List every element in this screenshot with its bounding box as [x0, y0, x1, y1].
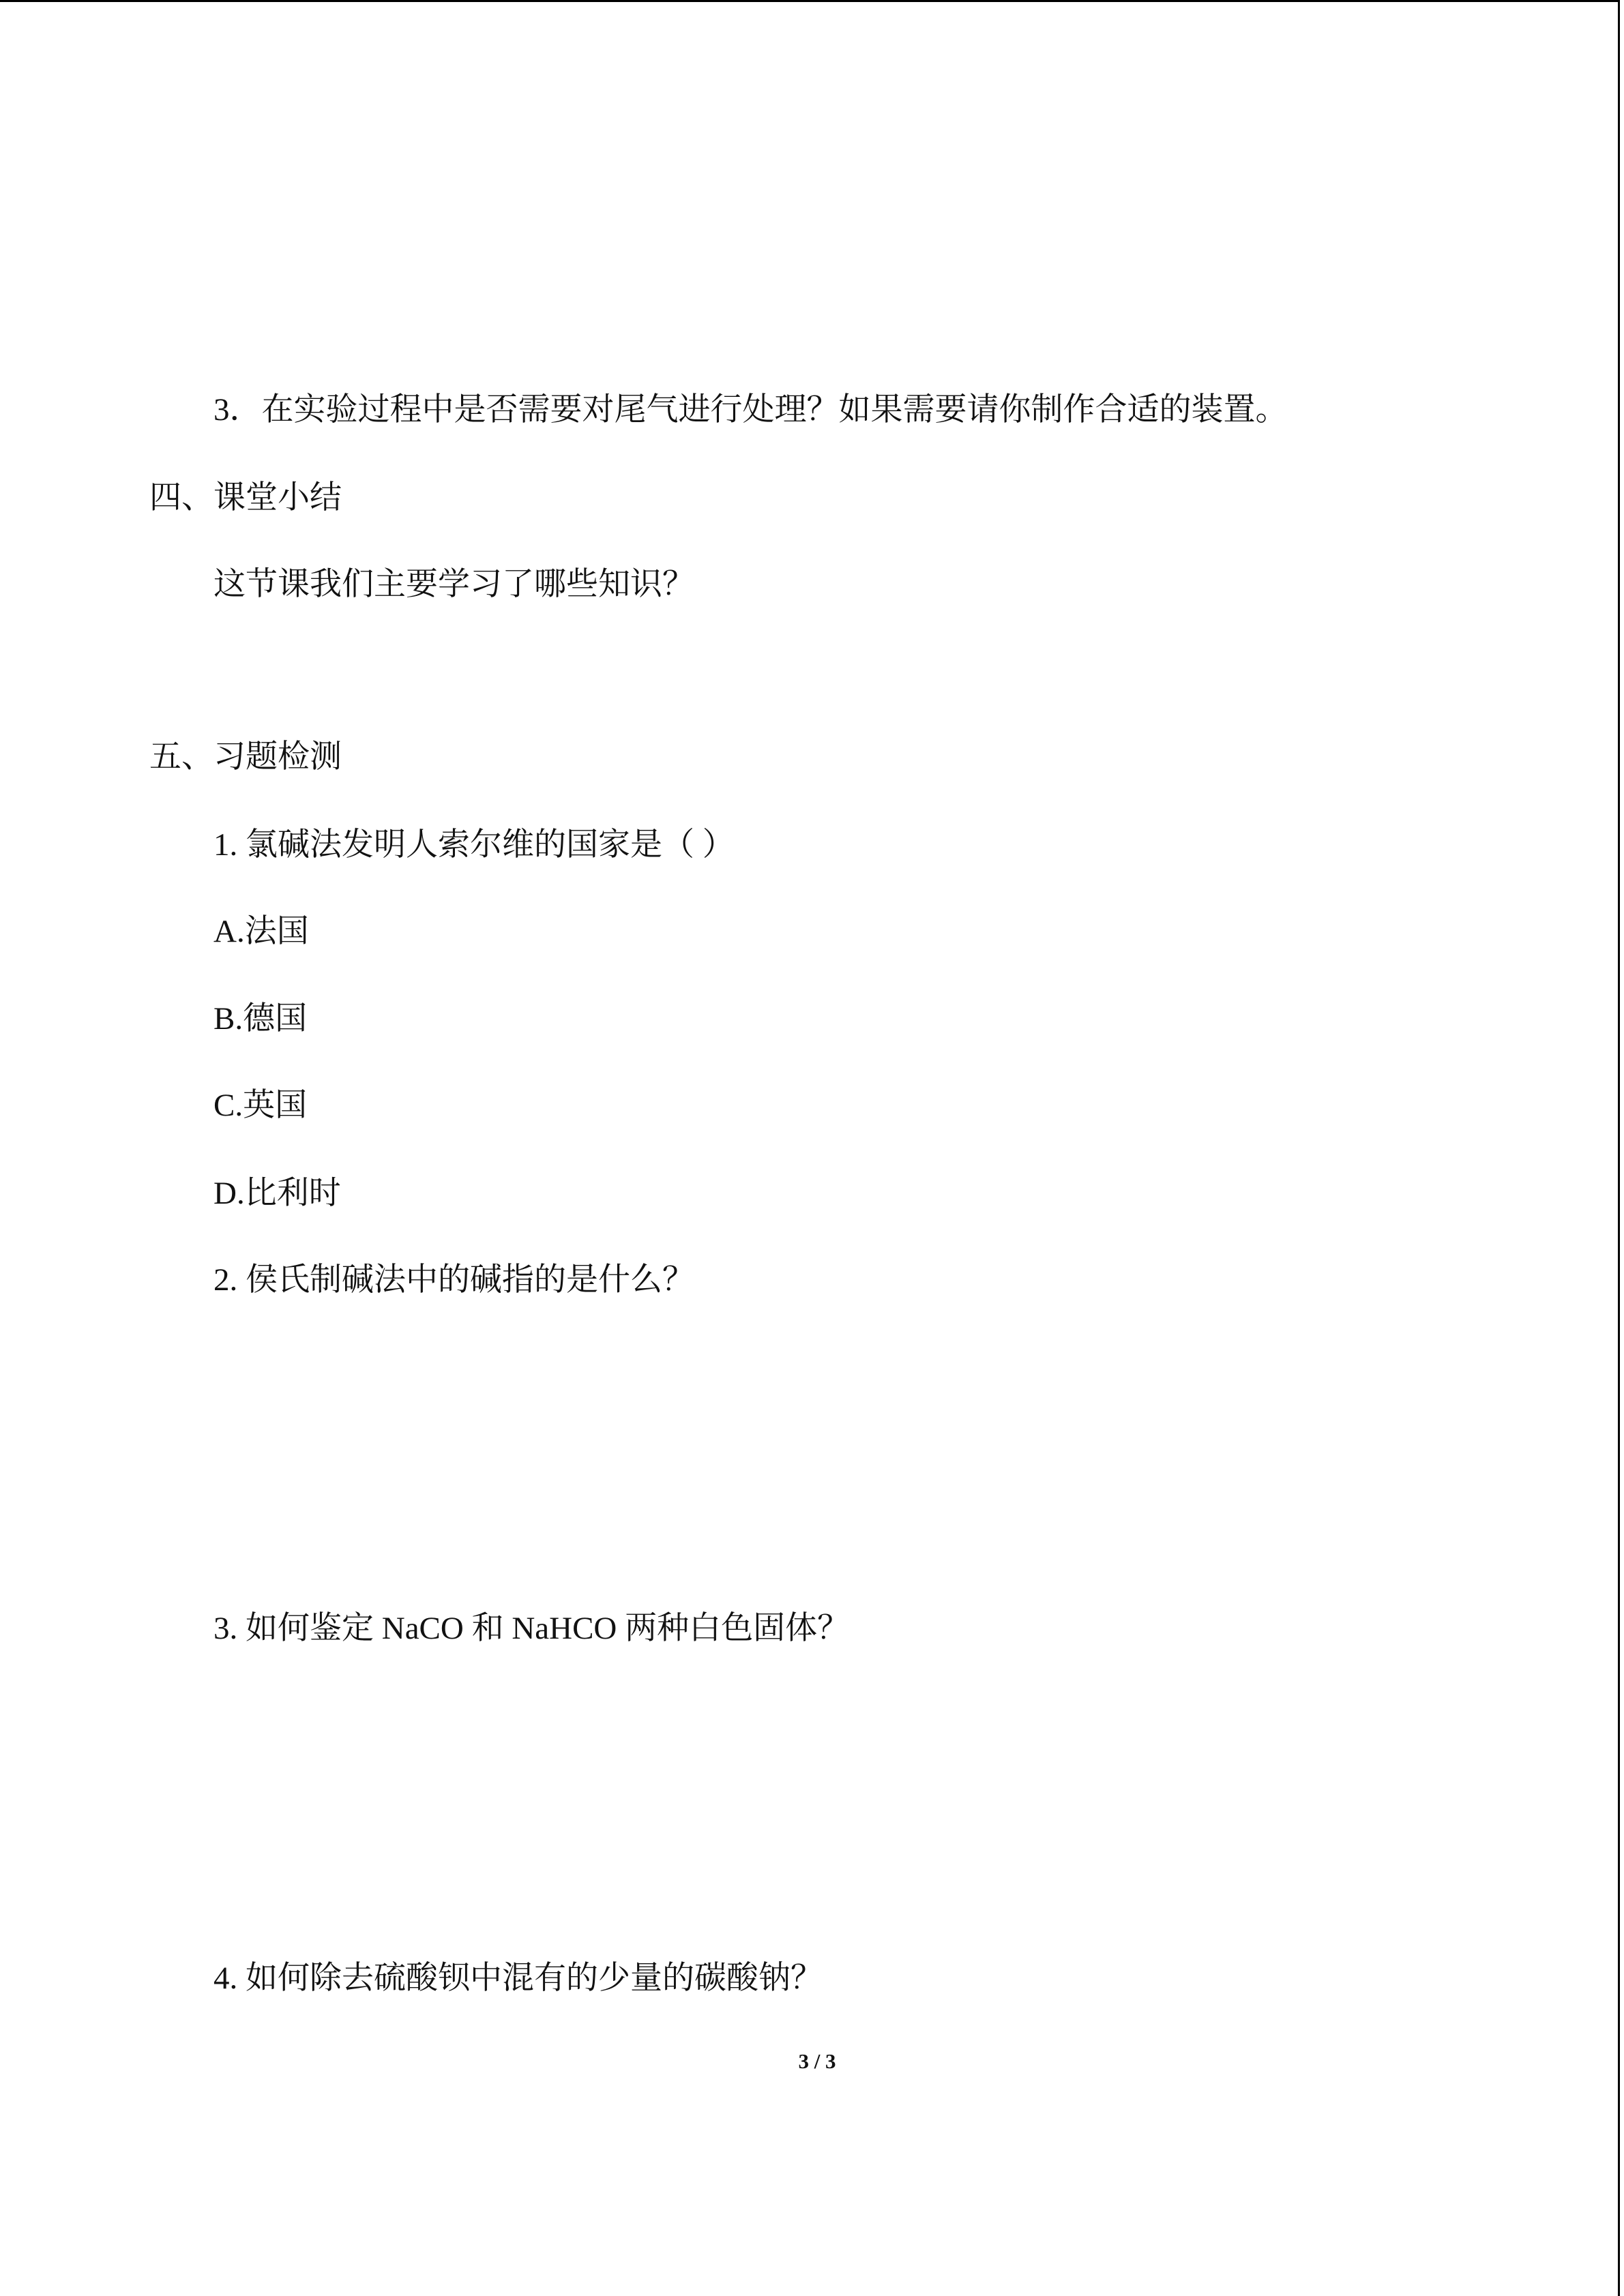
question-1-option-b: B.德国: [213, 1001, 308, 1037]
question-1-stem: 1. 氯碱法发明人索尔维的国家是（ ）: [213, 827, 735, 863]
summary-prompt: 这节课我们主要学习了哪些知识？: [213, 567, 694, 602]
question-1-option-c: C.英国: [213, 1088, 308, 1123]
question-3: 3. 如何鉴定 NaCO 和 NaHCO 两种白色固体？: [213, 1611, 850, 1646]
question-4: 4. 如何除去硫酸钡中混有的少量的碳酸钠？: [213, 1960, 823, 1996]
summary-heading: 四、课堂小结: [149, 480, 342, 516]
exercises-heading: 五、习题检测: [149, 739, 342, 775]
page-number: 3 / 3: [798, 2049, 836, 2073]
question-1-option-d: D.比利时: [213, 1176, 341, 1211]
question-1-option-a: A.法国: [213, 914, 309, 949]
previous-question-3: 3．在实验过程中是否需要对尾气进行处理？如果需要请你制作合适的装置。: [213, 392, 1288, 428]
question-2: 2. 侯氏制碱法中的碱指的是什么？: [213, 1262, 694, 1298]
